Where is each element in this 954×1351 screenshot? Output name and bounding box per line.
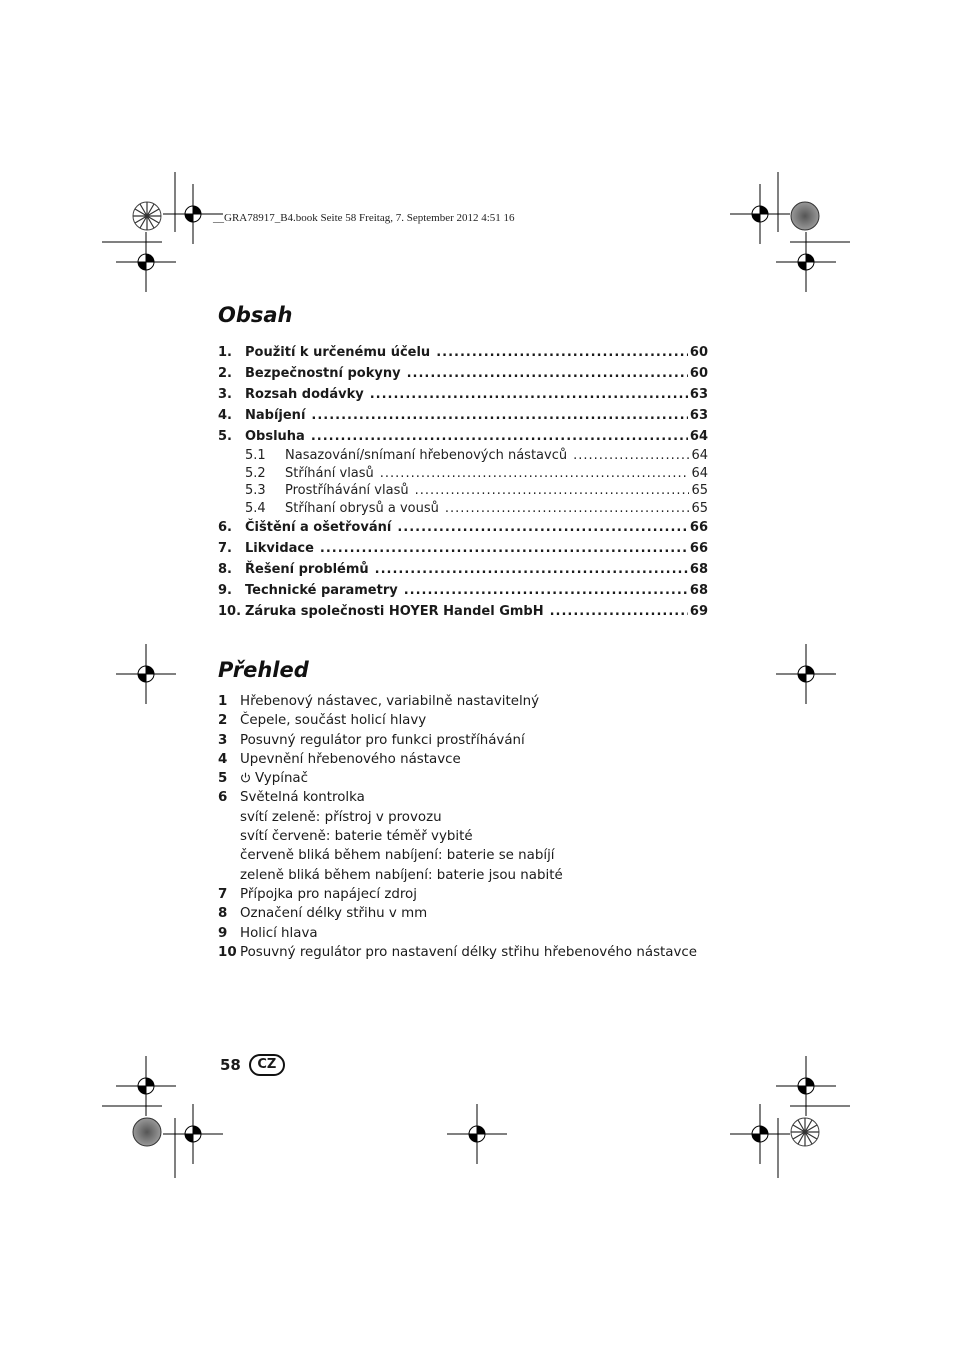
language-badge: CZ xyxy=(249,1054,285,1076)
overview-item-number: 3 xyxy=(218,732,228,748)
overview-item xyxy=(218,885,738,904)
overview-item-number: 8 xyxy=(218,906,228,922)
toc-entry xyxy=(218,601,708,622)
toc-leader-dots xyxy=(320,538,688,559)
overview-item-number: 2 xyxy=(218,713,228,729)
overview-item-text: Holicí hlava xyxy=(240,925,318,941)
toc-entry xyxy=(218,580,708,601)
overview-title: Přehled xyxy=(218,658,309,682)
toc-entry-page: 64 xyxy=(691,448,708,463)
overview-item xyxy=(218,924,738,943)
overview-item-text: Čepele, součást holicí hlavy xyxy=(240,713,427,729)
toc-entry-text: Stříhání vlasů xyxy=(285,465,374,481)
toc-entry xyxy=(218,342,708,363)
toc-entry-page: 64 xyxy=(691,465,708,481)
toc-leader-dots xyxy=(436,342,688,363)
toc-entry xyxy=(218,559,708,580)
toc-entry-number: 7. xyxy=(218,541,232,556)
overview-item xyxy=(218,904,738,923)
toc-leader-dots xyxy=(550,601,688,622)
toc-entry-page: 68 xyxy=(689,562,708,577)
overview-item xyxy=(218,866,738,885)
overview-item xyxy=(218,711,738,730)
overview-item-number: 1 xyxy=(218,694,228,709)
toc-entry-number: 5.4 xyxy=(245,500,266,516)
overview-item-text: zeleně bliká během nabíjení: baterie jsou nabité xyxy=(240,867,563,883)
toc-entry-text: Prostříhávání vlasů xyxy=(285,483,409,498)
toc-entry-page: 65 xyxy=(691,500,708,516)
overview-item-number: 9 xyxy=(218,925,228,941)
print-slug: __GRA78917_B4.book Seite 58 Freitag, 7. September 2012 4:51 16 xyxy=(213,212,515,224)
overview-item-number: 10 xyxy=(218,944,237,960)
toc-entry-page: 66 xyxy=(689,541,708,556)
toc-leader-dots xyxy=(573,447,689,465)
star-target-icon xyxy=(133,202,161,230)
toc-leader-dots xyxy=(404,580,688,601)
toc-entry xyxy=(218,384,708,405)
overview-item-text: Posuvný regulátor pro funkci prostříhávání xyxy=(240,732,525,748)
toc-entry xyxy=(218,482,708,500)
toc-leader-dots xyxy=(311,426,688,447)
toc-entry xyxy=(218,405,708,426)
toc-leader-dots xyxy=(311,405,688,426)
page-number: 58 xyxy=(220,1056,241,1074)
toc-entry-text: Technické parametry xyxy=(245,583,398,598)
toc-entry-text: Likvidace xyxy=(245,541,314,556)
toc-entry-text: Stříhaní obrysů a vousů xyxy=(285,500,439,516)
overview-item-text: svítí červeně: baterie téměř vybité xyxy=(240,829,473,845)
overview-item xyxy=(218,750,738,769)
toc-entry-text: Nabíjení xyxy=(245,408,306,423)
overview-item-text: Hřebenový nástavec, variabilně nastavitelný xyxy=(240,694,540,709)
toc-entry-number: 10. xyxy=(218,604,242,619)
overview-item xyxy=(218,769,738,788)
toc-entry-number: 3. xyxy=(218,387,232,402)
toc-entry xyxy=(218,465,708,483)
toc-entry-page: 64 xyxy=(689,429,708,444)
toc-entry-number: 9. xyxy=(218,583,232,598)
toc-leader-dots xyxy=(370,384,688,405)
toc-leader-dots xyxy=(375,559,688,580)
toc-entry-page: 63 xyxy=(689,408,708,423)
toc-entry-page: 63 xyxy=(689,387,708,402)
page-footer xyxy=(220,1054,285,1076)
toc-title: Obsah xyxy=(218,303,293,327)
toc-entry-number: 5. xyxy=(218,429,232,444)
toc-entry-number: 5.2 xyxy=(245,465,266,481)
toc-entry xyxy=(218,363,708,384)
overview-item xyxy=(218,788,738,807)
toc-entry-page: 65 xyxy=(691,483,708,498)
toc-leader-dots xyxy=(445,500,690,518)
overview-item-text: červeně bliká během nabíjení: baterie se nabíjí xyxy=(240,848,555,864)
toc-entry-number: 4. xyxy=(218,408,232,423)
toc-entry-page: 69 xyxy=(689,604,708,619)
toc-entry-number: 6. xyxy=(218,520,232,535)
toc-entry-text: Rozsah dodávky xyxy=(245,387,364,402)
toc-entry-text: Bezpečnostní pokyny xyxy=(245,366,401,381)
toc-entry-text: Použití k určenému účelu xyxy=(245,345,431,360)
overview-item xyxy=(218,731,738,750)
table-of-contents xyxy=(218,342,708,622)
toc-entry-text: Řešení problémů xyxy=(245,562,369,577)
toc-entry-text: Obsluha xyxy=(245,429,305,444)
overview-item-number: 5 xyxy=(218,771,228,787)
overview-item-text: Upevnění hřebenového nástavce xyxy=(240,751,461,767)
toc-entry-page: 60 xyxy=(689,366,708,381)
overview-item-text: Přípojka pro napájecí zdroj xyxy=(240,886,417,902)
overview-item-number: 7 xyxy=(218,886,228,902)
overview-item xyxy=(218,846,738,865)
overview-item xyxy=(218,827,738,846)
toc-leader-dots xyxy=(407,363,688,384)
toc-leader-dots xyxy=(415,482,690,500)
overview-item-text: svítí zeleně: přístroj v provozu xyxy=(240,809,442,825)
toc-entry xyxy=(218,517,708,538)
overview-item-number: 6 xyxy=(218,790,228,806)
toc-entry-page: 66 xyxy=(689,520,708,535)
toc-entry xyxy=(218,500,708,518)
toc-entry-number: 8. xyxy=(218,562,232,577)
toc-entry-page: 68 xyxy=(689,583,708,598)
toc-entry-text: Nasazování/snímaní hřebenových nástavců xyxy=(285,448,568,463)
overview-item-text: Posuvný regulátor pro nastavení délky střihu hřebenového nástavce xyxy=(240,944,698,960)
toc-entry-number: 5.1 xyxy=(245,448,266,463)
toc-entry-page: 60 xyxy=(689,345,708,360)
toc-leader-dots xyxy=(397,517,688,538)
overview-item-text: Označení délky střihu v mm xyxy=(240,906,428,922)
toc-entry-number: 5.3 xyxy=(245,483,266,498)
toc-entry xyxy=(218,426,708,447)
toc-entry-number: 1. xyxy=(218,345,232,360)
toc-entry xyxy=(218,538,708,559)
overview-item-number: 4 xyxy=(218,751,228,767)
power-icon xyxy=(240,772,251,783)
toc-leader-dots xyxy=(380,465,690,483)
toc-entry-number: 2. xyxy=(218,366,232,381)
overview-item-text: Vypínač xyxy=(255,771,308,787)
overview-item xyxy=(218,692,738,711)
toc-entry-text: Čištění a ošetřování xyxy=(245,520,392,535)
overview-item-text: Světelná kontrolka xyxy=(240,790,365,806)
parts-overview-list xyxy=(218,692,738,962)
overview-item xyxy=(218,943,738,962)
toc-entry-text: Záruka společnosti HOYER Handel GmbH xyxy=(245,604,544,619)
toc-entry xyxy=(218,447,708,465)
overview-item xyxy=(218,808,738,827)
